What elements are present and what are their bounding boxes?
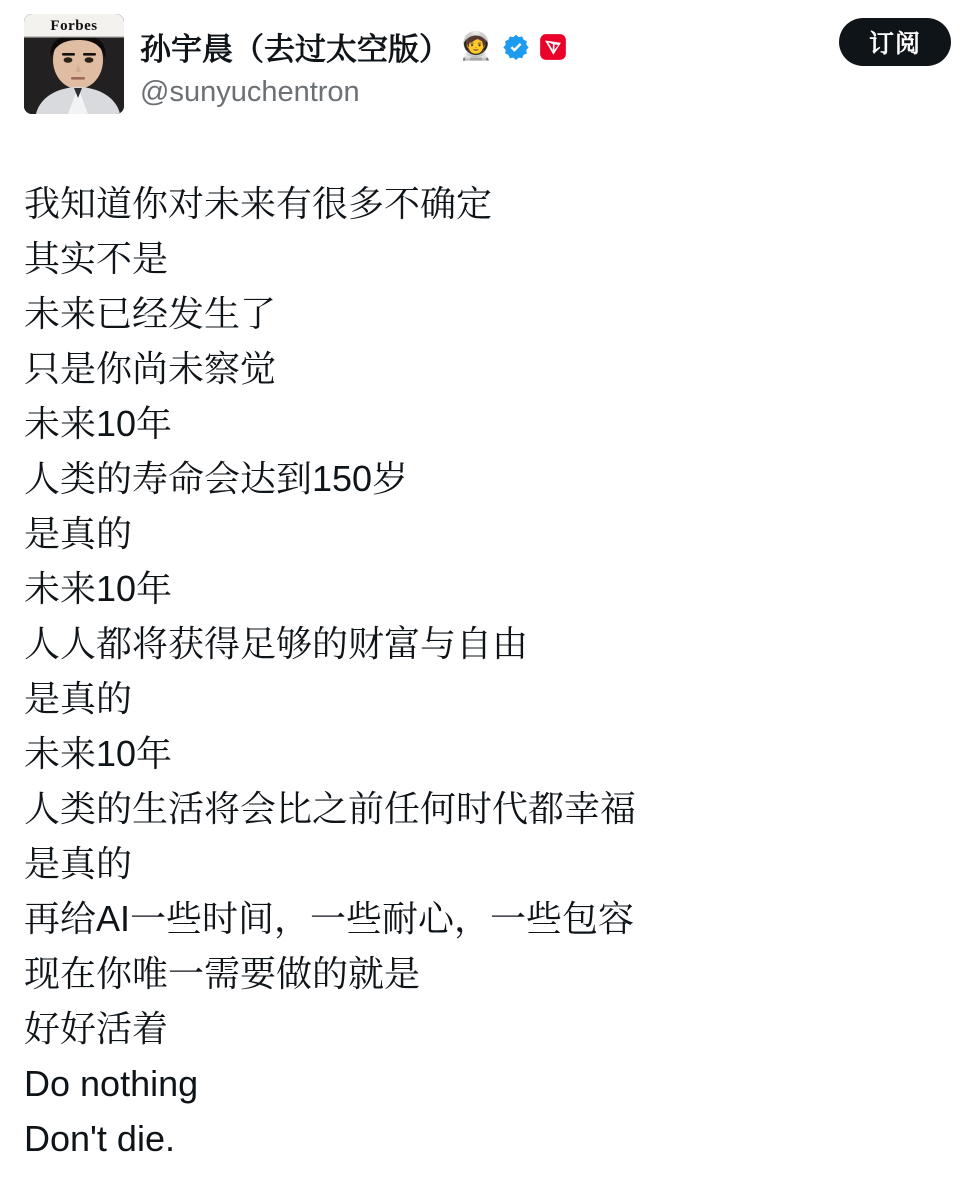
account-handle: @sunyuchentron (140, 76, 360, 108)
tweet-line: 是真的 (24, 678, 133, 719)
verified-badge-icon (502, 33, 530, 61)
tweet-line: Do nothing (24, 1063, 199, 1104)
account-identity (140, 14, 951, 109)
tweet-line: 只是你尚未察觉 (24, 348, 277, 389)
tweet-line: 未来10年 (24, 568, 173, 609)
tweet-line: 人人都将获得足够的财富与自由 (24, 623, 529, 664)
name-row (140, 24, 951, 69)
tweet-line: 人类的生活将会比之前任何时代都幸福 (24, 788, 637, 829)
tron-badge-icon (539, 33, 567, 61)
tweet-line: 再给AI一些时间，一些耐心，一些包容 (24, 898, 635, 939)
astronaut-icon: 🧑‍🚀 (459, 31, 493, 61)
tweet-line: 其实不是 (24, 238, 169, 279)
tweet-line: 好好活着 (24, 1008, 169, 1049)
tweet-line: 未来10年 (24, 733, 173, 774)
avatar[interactable] (24, 14, 124, 114)
subscribe-button[interactable]: 订阅 (839, 18, 951, 66)
tweet-line: 现在你唯一需要做的就是 (24, 953, 421, 994)
tweet-line: 我知道你对未来有很多不确定 (24, 183, 493, 224)
tweet-line: 是真的 (24, 843, 133, 884)
tweet-text (24, 176, 951, 1166)
tweet-line: 未来已经发生了 (24, 293, 277, 334)
tweet-line: 人类的寿命会达到150岁 (24, 458, 409, 499)
display-name: 孙宇晨（去过太空版） (140, 32, 450, 67)
tweet-header (24, 14, 951, 114)
svg-text:Forbes: Forbes (50, 18, 98, 34)
avatar-photo-icon (24, 14, 124, 114)
tweet-line: Don't die. (24, 1118, 175, 1159)
tweet-line: 是真的 (24, 513, 133, 554)
tweet-line: 未来10年 (24, 403, 173, 444)
